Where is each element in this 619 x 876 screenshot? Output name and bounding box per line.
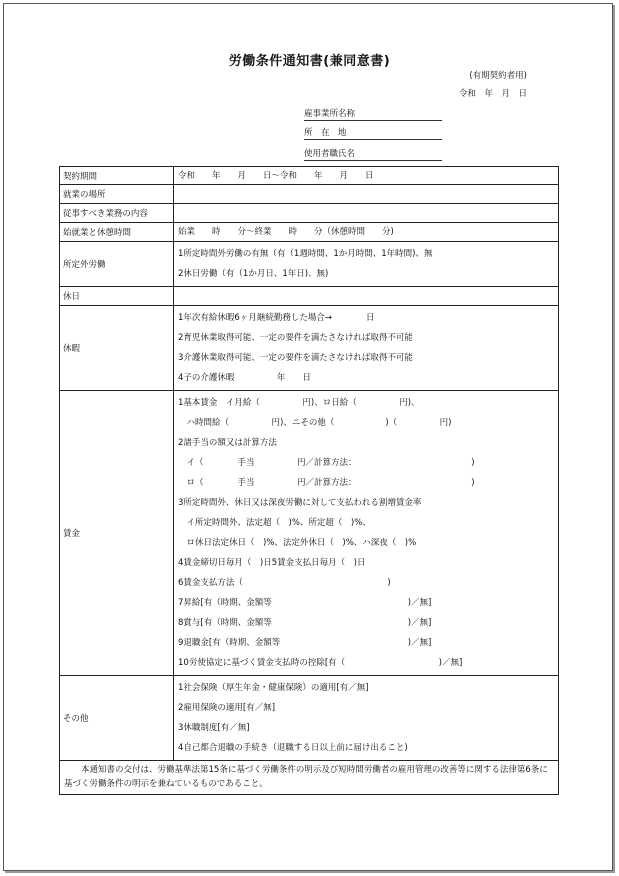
row-label: 契約期間: [60, 167, 174, 185]
line: 3休職制度[有／無]: [178, 723, 250, 733]
overtime-value[interactable]: [174, 242, 559, 287]
line: 1社会保険（厚生年金・健康保険）の適用[有／無]: [178, 683, 369, 693]
line: 3介護休業取得可能、一定の要件を満たさなければ取得不可能: [178, 353, 413, 363]
line: 7昇給[有（時期、金額等 )／無]: [178, 598, 432, 608]
row-label: 所定外労働: [60, 242, 174, 287]
conditions-table: [59, 166, 559, 761]
line: 2休日労働（有（1か月日、1年日)、無): [178, 269, 329, 279]
row-overtime: [60, 242, 559, 287]
line: ロ休日法定休日（ )%、法定外休日（ )%、ハ深夜（ )%: [178, 538, 417, 548]
job-value[interactable]: [174, 204, 559, 223]
hours-value[interactable]: [174, 223, 559, 242]
line: 2雇用保険の適用[有／無]: [178, 703, 276, 713]
row-label: 就業の場所: [60, 185, 174, 204]
line: 始業 時 分〜終業 時 分（休憩時間 分): [178, 227, 394, 237]
wages-value[interactable]: [174, 391, 559, 676]
employer-representative-field[interactable]: [304, 148, 442, 161]
line: 3所定時間外、休日又は深夜労働に対して支払われる割増賃金率: [178, 498, 422, 508]
row-label: 賃金: [60, 391, 174, 676]
line: 1所定時間外労働の有無（有（1週時間、1か月時間、1年時間)、無: [178, 249, 433, 259]
employer-name-field[interactable]: [304, 108, 442, 121]
line: 令和 年 月 日〜令和 年 月 日: [178, 170, 374, 181]
line: 8賞与[有（時期、金額等 )／無]: [178, 618, 432, 628]
row-other: [60, 676, 559, 761]
line: 2諸手当の額又は計算方法: [178, 438, 277, 448]
issue-date: 令和 年 月 日: [458, 89, 527, 99]
row-label: 休日: [60, 287, 174, 306]
line: 4賃金締切日毎月（ )日5賃金支払日毎月（ )日: [178, 558, 366, 568]
row-wages: [60, 391, 559, 676]
row-workplace: [60, 185, 559, 204]
line: 1基本賃金 イ月給（ 円)、ロ日給（ 円)、: [178, 398, 420, 408]
employer-address-field[interactable]: [304, 127, 442, 140]
row-hours: [60, 223, 559, 242]
row-leave: [60, 306, 559, 391]
leave-value[interactable]: [174, 306, 559, 391]
row-label: その他: [60, 676, 174, 761]
footer-note: 本通知書の交付は、労働基準法第15条に基づく労働条件の明示及び短時間労働者の雇用管理の改善等に関する法律第6条に基づく労働条件の明示を兼ねているものであること。: [59, 761, 559, 795]
line: ロ（ 手当 円／計算方法： ): [178, 478, 475, 488]
line: ハ時間給（ 円)、ニその他（ )（ 円): [178, 418, 452, 428]
workplace-value[interactable]: [174, 185, 559, 204]
line: イ（ 手当 円／計算方法： ): [178, 458, 475, 468]
employer-name-label: 雇事業所名称: [304, 109, 356, 119]
line: 4子の介護休暇 年 日: [178, 373, 311, 383]
line: 9退職金[有（時期、金額等 )／無]: [178, 638, 432, 648]
employer-address-label: 所 在 地: [304, 128, 347, 138]
document-subtitle: (有期契約者用): [469, 71, 527, 81]
row-label: 休暇: [60, 306, 174, 391]
holidays-value[interactable]: [174, 287, 559, 306]
row-label: 従事すべき業務の内容: [60, 204, 174, 223]
line: 6賃金支払方法（ ): [178, 578, 391, 588]
line: 1年次有給休暇6ヶ月継続勤務した場合→ 日: [178, 313, 375, 323]
line: 2育児休業取得可能、一定の要件を満たさなければ取得不可能: [178, 333, 413, 343]
line: 4自己都合退職の手続き（退職する日以上前に届け出ること): [178, 743, 408, 753]
line: 10労使協定に基づく賃金支払時の控除[有（ )／無]: [178, 658, 463, 668]
row-job: [60, 204, 559, 223]
row-label: 始就業と休憩時間: [60, 223, 174, 242]
row-holidays: [60, 287, 559, 306]
contract-period-value[interactable]: [174, 167, 559, 185]
row-contract-period: [60, 167, 559, 185]
line: イ所定時間外、法定超（ )%、所定超（ )%、: [178, 518, 371, 528]
employer-representative-label: 使用者職氏名: [304, 149, 356, 159]
document-title: 労働条件通知書(兼同意書): [228, 54, 391, 69]
other-value[interactable]: [174, 676, 559, 761]
